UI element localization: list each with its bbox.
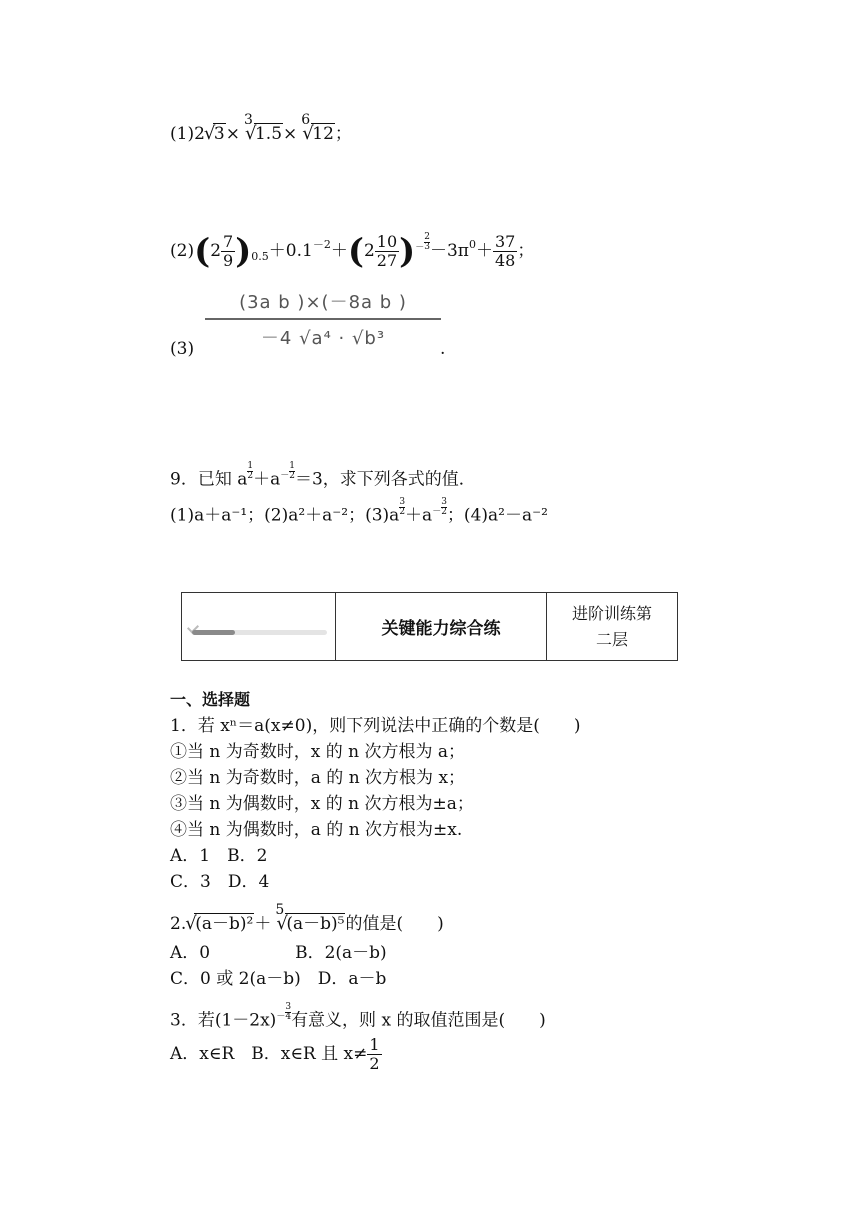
- q1-stem: 1．若 xⁿ＝a(x≠0)，则下列说法中正确的个数是( ): [170, 716, 581, 736]
- cbrt-1-5: 3 √ 1.5: [246, 123, 283, 145]
- p2-a-exp: 0.5: [251, 250, 269, 263]
- q3-exp-den: 4: [285, 1012, 292, 1022]
- q2-plus: ＋: [254, 914, 272, 934]
- p2-d-frac: [493, 233, 517, 270]
- p2-plus2: ＋: [330, 241, 348, 261]
- p2-d-num: 37: [494, 232, 516, 251]
- problem-9-stem: 9．已知 a $\frac{1}{2}$ ＋a－ $\frac{1}{2}$ ＝3，求下列各式的值．: [170, 461, 476, 490]
- q1-option-4: ④当 n 为偶数时，a 的 n 次方根为±x.: [170, 820, 463, 840]
- q3-ab-prefix: A．x∈R B．x∈R 且 x≠: [170, 1044, 368, 1064]
- expr3-denominator: －4 √a⁴ · √b³: [260, 328, 386, 349]
- right-paren-icon: ): [235, 231, 252, 272]
- p2-pi-exp: 0: [468, 238, 476, 251]
- p2-c-whole: 2: [363, 241, 375, 261]
- q2-choices-ab: A．0 B．2(a－b): [170, 943, 387, 963]
- layer-line-1: 进阶训练第: [571, 603, 652, 623]
- p1-prefix: (1)2: [170, 124, 205, 144]
- cbrt-index: 3: [243, 112, 253, 128]
- problem-8-part-3-end: .: [440, 339, 446, 359]
- p9-parts-end: ；(4)a²－a⁻²: [446, 505, 548, 526]
- left-paren-icon: (: [347, 231, 364, 272]
- q1-option-3: ③当 n 为偶数时，x 的 n 次方根为±a；: [170, 794, 474, 814]
- problem-8-part-3-expression: [205, 288, 441, 350]
- q3-prefix: 3．若(1－2x): [170, 1010, 277, 1031]
- p2-b-exp: －2: [312, 238, 331, 251]
- root6-index: 6: [301, 112, 311, 128]
- p2-d-den: 48: [494, 251, 516, 270]
- q2-sqrt-radicand: (a－b)²: [195, 914, 254, 934]
- q2-choices-cd: C．0 或 2(a－b) D．a－b: [170, 969, 387, 989]
- q3-stem: 3．若(1－2x)－ $\frac{3}{4}$ 有意义，则 x 的取值范围是( ): [170, 1002, 546, 1031]
- q1-choices-ab: A．1 B．2: [170, 846, 268, 866]
- times-1: ×: [225, 124, 240, 144]
- cbrt-radicand: 1.5: [254, 124, 283, 144]
- q2-root5-index: 5: [275, 902, 285, 918]
- section-header-table: [181, 592, 678, 661]
- p2-prefix: (2): [170, 241, 195, 261]
- problem-9-parts: (1)a＋a⁻¹；(2)a²＋a⁻²；(3)a $\frac{3}{2}$ ＋a－ $\frac{3}{2}$ ；(4)a²－a⁻²: [170, 497, 548, 526]
- p9-exp-1: $\frac{1}{2}$: [247, 461, 254, 481]
- p2-plus3: ＋: [475, 241, 493, 261]
- p2-end: ；: [517, 241, 535, 261]
- root6-radicand: 12: [312, 124, 334, 144]
- times-2: ×: [283, 124, 298, 144]
- p9-exp-3: $\frac{3}{2}$: [399, 497, 406, 517]
- left-paren-icon: (: [194, 231, 211, 272]
- section-layer: [547, 593, 677, 660]
- p2-c-exp-den: 3: [424, 242, 430, 253]
- sqrt-3: √ 3: [203, 123, 225, 144]
- q2-suffix: 的值是( ): [345, 914, 444, 934]
- q1-option-1: ①当 n 为奇数时，x 的 n 次方根为 a；: [170, 742, 466, 762]
- progress-bar: [192, 630, 327, 635]
- problem-8-part-3-label: (3): [170, 339, 195, 359]
- progress-bar-fill: [192, 630, 235, 635]
- q2-root5: 5 √ (a－b)⁵: [277, 913, 345, 935]
- problem-8-part-1: [170, 112, 352, 145]
- layer-line-2: 二层: [595, 629, 628, 649]
- q3-suffix: 有意义，则 x 的取值范围是( ): [291, 1010, 546, 1031]
- p2-a-num: 7: [223, 232, 234, 251]
- q3-frac-num: 1: [369, 1035, 380, 1054]
- p2-c-frac: [375, 233, 399, 270]
- p2-a-frac: [221, 233, 235, 270]
- expr3-numerator: (3a b )×(－8a b ): [205, 288, 441, 320]
- sqrt-3-radicand: 3: [213, 124, 225, 144]
- p9-parts: (1)a＋a⁻¹；(2)a²＋a⁻²；(3)a: [170, 505, 400, 526]
- p9-stem-mid: ＋a: [253, 469, 281, 490]
- section-1-heading: 一、选择题: [170, 690, 251, 709]
- p2-plus1: ＋0.1: [268, 241, 313, 261]
- p2-a-whole: 2: [210, 241, 222, 261]
- root6-12: 6 √ 12: [303, 123, 335, 145]
- p1-end: ；: [334, 124, 352, 144]
- p2-a-den: 9: [223, 251, 234, 270]
- p2-c-num: 10: [376, 232, 398, 251]
- q2-sqrt: √ (a－b)²: [185, 913, 254, 934]
- q1-option-2: ②当 n 为奇数时，a 的 n 次方根为 x；: [170, 768, 466, 788]
- p9-exp-4: $\frac{3}{2}$: [441, 497, 447, 517]
- q3-exp-num: 3: [285, 1002, 292, 1012]
- right-paren-icon: ): [399, 231, 416, 272]
- p9-stem-suffix: ＝3，求下列各式的值．: [294, 469, 476, 490]
- p2-minus: －3π: [429, 241, 469, 261]
- q3-choices-ab: [170, 1034, 382, 1074]
- p2-c-den: 27: [376, 251, 398, 270]
- section-title: 关键能力综合练: [336, 593, 547, 660]
- p9-parts-mid: ＋a: [405, 505, 433, 526]
- q3-frac: [367, 1036, 381, 1073]
- p9-exp-2: $\frac{1}{2}$: [289, 461, 295, 481]
- p2-c-exp-num: 2: [424, 232, 430, 243]
- q2-stem: [170, 902, 444, 935]
- problem-8-part-2: (2)(2 $\frac{7}{9}$ )$_{0.5}+0.1^{-2}+(2$ $\frac{10}{27}$ )－ $\frac{2}{3}$ $-3\pi^0+$ $\frac{37}{48}$ ；: [170, 231, 535, 272]
- progress-logo: [182, 593, 336, 660]
- p9-stem-prefix: 9．已知 a: [170, 469, 248, 490]
- q3-frac-den: 2: [369, 1054, 380, 1073]
- q2-prefix: 2.: [170, 914, 187, 934]
- q2-root5-radicand: (a－b)⁵: [286, 914, 345, 934]
- q1-choices-cd: C．3 D．4: [170, 872, 270, 892]
